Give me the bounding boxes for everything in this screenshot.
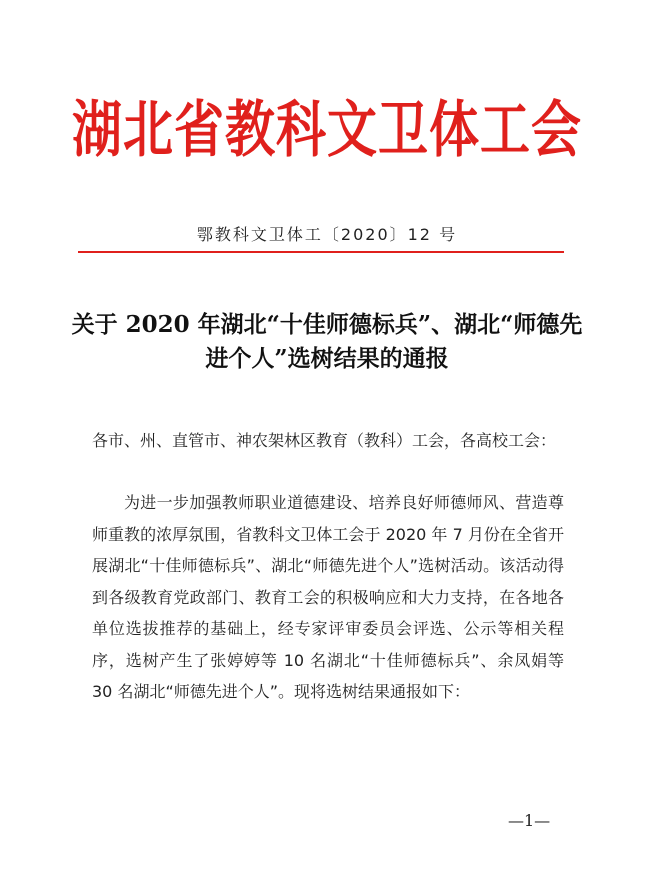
salutation: 各市、州、直管市、神农架林区教育（教科）工会，各高校工会： (92, 431, 557, 450)
page-number: —1— (508, 811, 551, 830)
document-title: 关于 2020 年湖北“十佳师德标兵”、湖北“师德先进个人”选树结果的通报 (71, 311, 583, 372)
organization-letterhead: 湖北省教科文卫体工会 (72, 92, 582, 165)
body-paragraph: 为进一步加强教师职业道德建设、培养良好师德师风、营造尊师重教的浓厚氛围，省教科文卫体工会于 2020 年 7 月份在全省开展湖北“十佳师德标兵”、湖北“师德先进个人”选树活动。该活动得到各级教育党政部门、教育工会的积极响应和大力支持，在各地各单位选拔推荐的基础上，经专家评审委员会评选、公示等相关程序，选树产生了张婷婷等 10 名湖北“十佳师德标兵”、余凤娟等 30 名湖北“师德先进个人”。现将选树结果通报如下： (92, 493, 564, 701)
header-divider (78, 251, 564, 253)
document-number: 鄂教科文卫体工〔2020〕12 号 (196, 225, 458, 244)
